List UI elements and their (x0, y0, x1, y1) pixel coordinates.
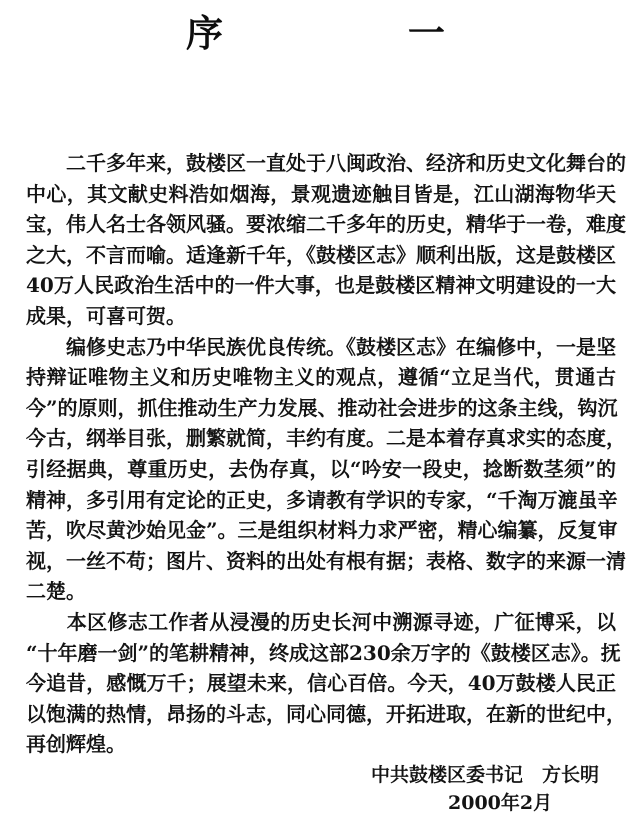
text-line: 成果，可喜可贺。 (26, 303, 186, 328)
text-line: 40万人民政治生活中的一件大事，也是鼓楼区精神文明建设的一大 (26, 273, 616, 298)
text-line: 视，一丝不苟；图片、资料的出处有根有据；表格、数字的来源一清 (26, 548, 626, 573)
text-line: 二楚。 (26, 579, 86, 604)
signature-date: 2000年2月 (448, 792, 553, 814)
text-line: 再创辉煌。 (26, 732, 126, 757)
text-line: 中心，其文献史料浩如烟海，景观遗迹触目皆是，江山湖海物华天 (26, 181, 616, 206)
text-line: 精神，多引用有定论的正史，多请教有学识的专家，“千淘万漉虽辛 (26, 487, 618, 512)
text-line: “十年磨一剑”的笔耕精神，终成这部230余万字的《鼓楼区志》。抚 (26, 640, 621, 665)
text-line: 以饱满的热情，昂扬的斗志，同心同德，开拓进取，在新的世纪中， (26, 701, 626, 726)
text-line: 之大，不言而喻。适逢新千年，《鼓楼区志》顺利出版，这是鼓楼区 (26, 242, 616, 267)
text-line: 引经据典，尊重历史，去伪存真，以“吟安一段史，捻断数茎须”的 (26, 456, 616, 481)
text-line: 二千多年来，鼓楼区一直处于八闽政治、经济和历史文化舞台的 (26, 151, 626, 175)
text-line: 宝，伟人名士各领风骚。要浓缩二千多年的历史，精华于一卷，难度 (26, 212, 626, 237)
text-line: 今古，纲举目张，删繁就简，丰约有度。二是本着存真求实的态度， (26, 426, 626, 451)
text-line: 编修史志乃中华民族优良传统。《鼓楼区志》在编修中，一是坚 (26, 334, 616, 359)
page-title: 序 一 (186, 11, 531, 55)
text-line: 持辩证唯物主义和历史唯物主义的观点，遵循“立足当代，贯通古 (26, 365, 616, 390)
text-line: 今追昔，感慨万千；展望未来，信心百倍。今天，40万鼓楼人民正 (26, 671, 616, 696)
text-line: 今”的原则，抓住推动生产力发展、推动社会进步的这条主线，钩沉 (26, 395, 618, 420)
text-line: 本区修志工作者从浸漫的历史长河中溯源寻迹，广征博采，以 (26, 609, 616, 634)
text-line: 苦，吹尽黄沙始见金”。三是组织材料力求严密，精心编纂，反复审 (26, 518, 618, 543)
signature-author: 中共鼓楼区委书记 方长明 (371, 764, 600, 786)
preface-body (26, 148, 626, 760)
